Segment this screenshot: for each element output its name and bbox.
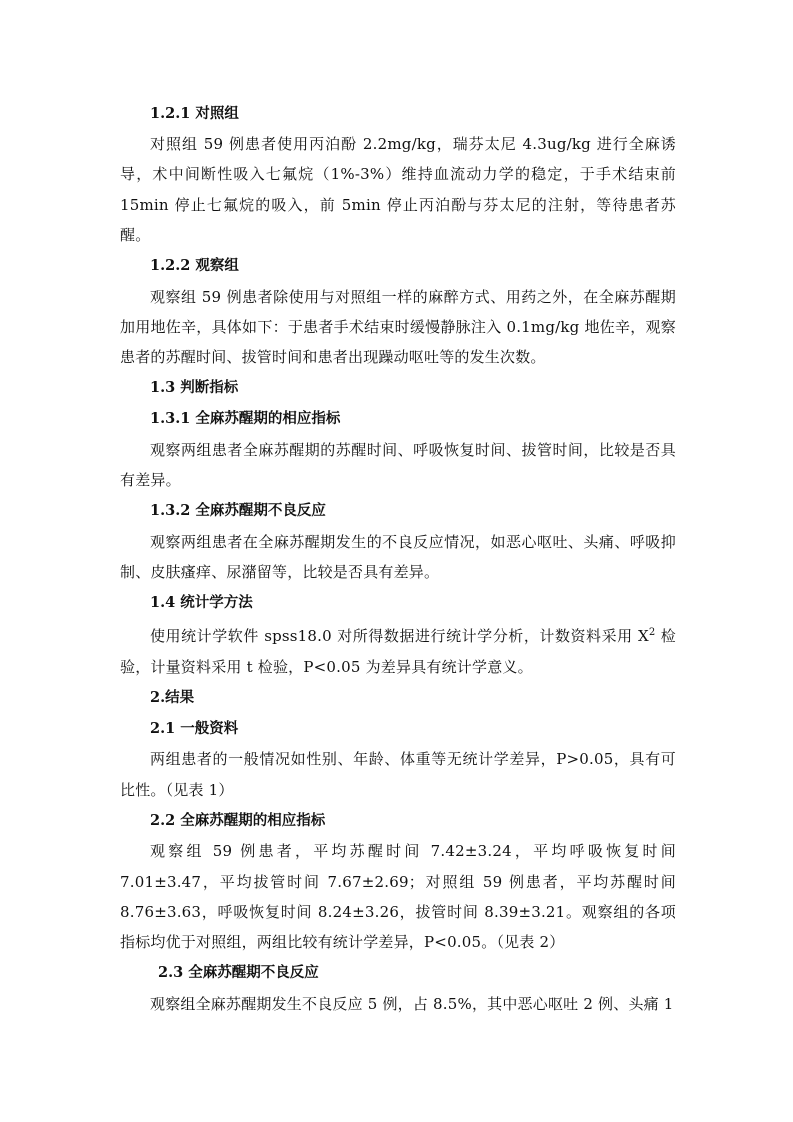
superscript: 2	[648, 627, 656, 639]
section-2-1	[120, 713, 676, 805]
section-heading: 1.3 判断指标	[150, 379, 239, 397]
section-2-3	[120, 958, 676, 1019]
section-heading: 1.4 统计学方法	[150, 593, 253, 611]
section-heading: 2.1 一般资料	[150, 719, 239, 737]
paragraph-text: 检验，计量资料采用 t 检验，P<0.05 为差异具有统计学意义。	[120, 627, 676, 676]
section-heading: 2.3 全麻苏醒期不良反应	[158, 964, 319, 982]
section-heading: 1.3.1 全麻苏醒期的相应指标	[150, 410, 341, 428]
section-1-2-2	[120, 251, 676, 373]
paragraph: 观察组全麻苏醒期发生不良反应 5 例，占 8.5%，其中恶心呕吐 2 例、头痛 1	[150, 994, 674, 1013]
paragraph: 观察组 59 例患者除使用与对照组一样的麻醉方式、用药之外，在全麻苏醒期加用地佐辛，具体如下：于患者手术结束时缓慢静脉注入 0.1mg/kg 地佐辛，观察患者的苏醒时间、拔管时间和患者出现躁动呕吐等的发生次数。	[120, 287, 676, 367]
paragraph: 观察两组患者在全麻苏醒期发生的不良反应情况，如恶心呕吐、头痛、呼吸抑制、皮肤瘙痒、尿潴留等，比较是否具有差异。	[120, 532, 676, 582]
paragraph-text: 使用统计学软件 spss18.0 对所得数据进行统计学分析，计数资料采用 X	[150, 627, 649, 646]
section-heading: 2.结果	[150, 688, 195, 706]
document-page	[120, 98, 676, 1019]
paragraph: 对照组 59 例患者使用丙泊酚 2.2mg/kg，瑞芬太尼 4.3ug/kg 进行全麻诱导，术中间断性吸入七氟烷（1%-3%）维持血流动力学的稳定，于手术结束前 15min 停止七氟烷的吸入，前 5min 停止丙泊酚与芬太尼的注射，等待患者苏醒。	[120, 135, 676, 245]
paragraph: 观察组 59 例患者，平均苏醒时间 7.42±3.24，平均呼吸恢复时间 7.01±3.47，平均拔管时间 7.67±2.69；对照组 59 例患者，平均苏醒时间 8.76±3.63，呼吸恢复时间 8.24±3.26，拔管时间 8.39±3.21。观察组的各项指标均优于对照组，两组比较有统计学差异，P<0.05。（见表 2）	[120, 842, 676, 952]
section-1-3-1	[120, 404, 676, 496]
section-1-3-2	[120, 496, 676, 588]
paragraph: 观察两组患者全麻苏醒期的苏醒时间、呼吸恢复时间、拔管时间，比较是否具有差异。	[120, 440, 676, 490]
paragraph: 两组患者的一般情况如性别、年龄、体重等无统计学差异，P>0.05，具有可比性。（见表 1）	[120, 750, 676, 799]
section-2-2	[120, 805, 676, 958]
section-2	[120, 682, 676, 713]
section-heading: 2.2 全麻苏醒期的相应指标	[150, 811, 326, 829]
section-heading: 1.2.1 对照组	[150, 104, 239, 122]
section-heading: 1.2.2 观察组	[150, 257, 239, 275]
section-heading: 1.3.2 全麻苏醒期不良反应	[150, 502, 326, 520]
paragraph	[120, 618, 676, 682]
section-1-3	[120, 373, 676, 404]
section-1-2-1	[120, 98, 676, 251]
section-1-4	[120, 587, 676, 682]
